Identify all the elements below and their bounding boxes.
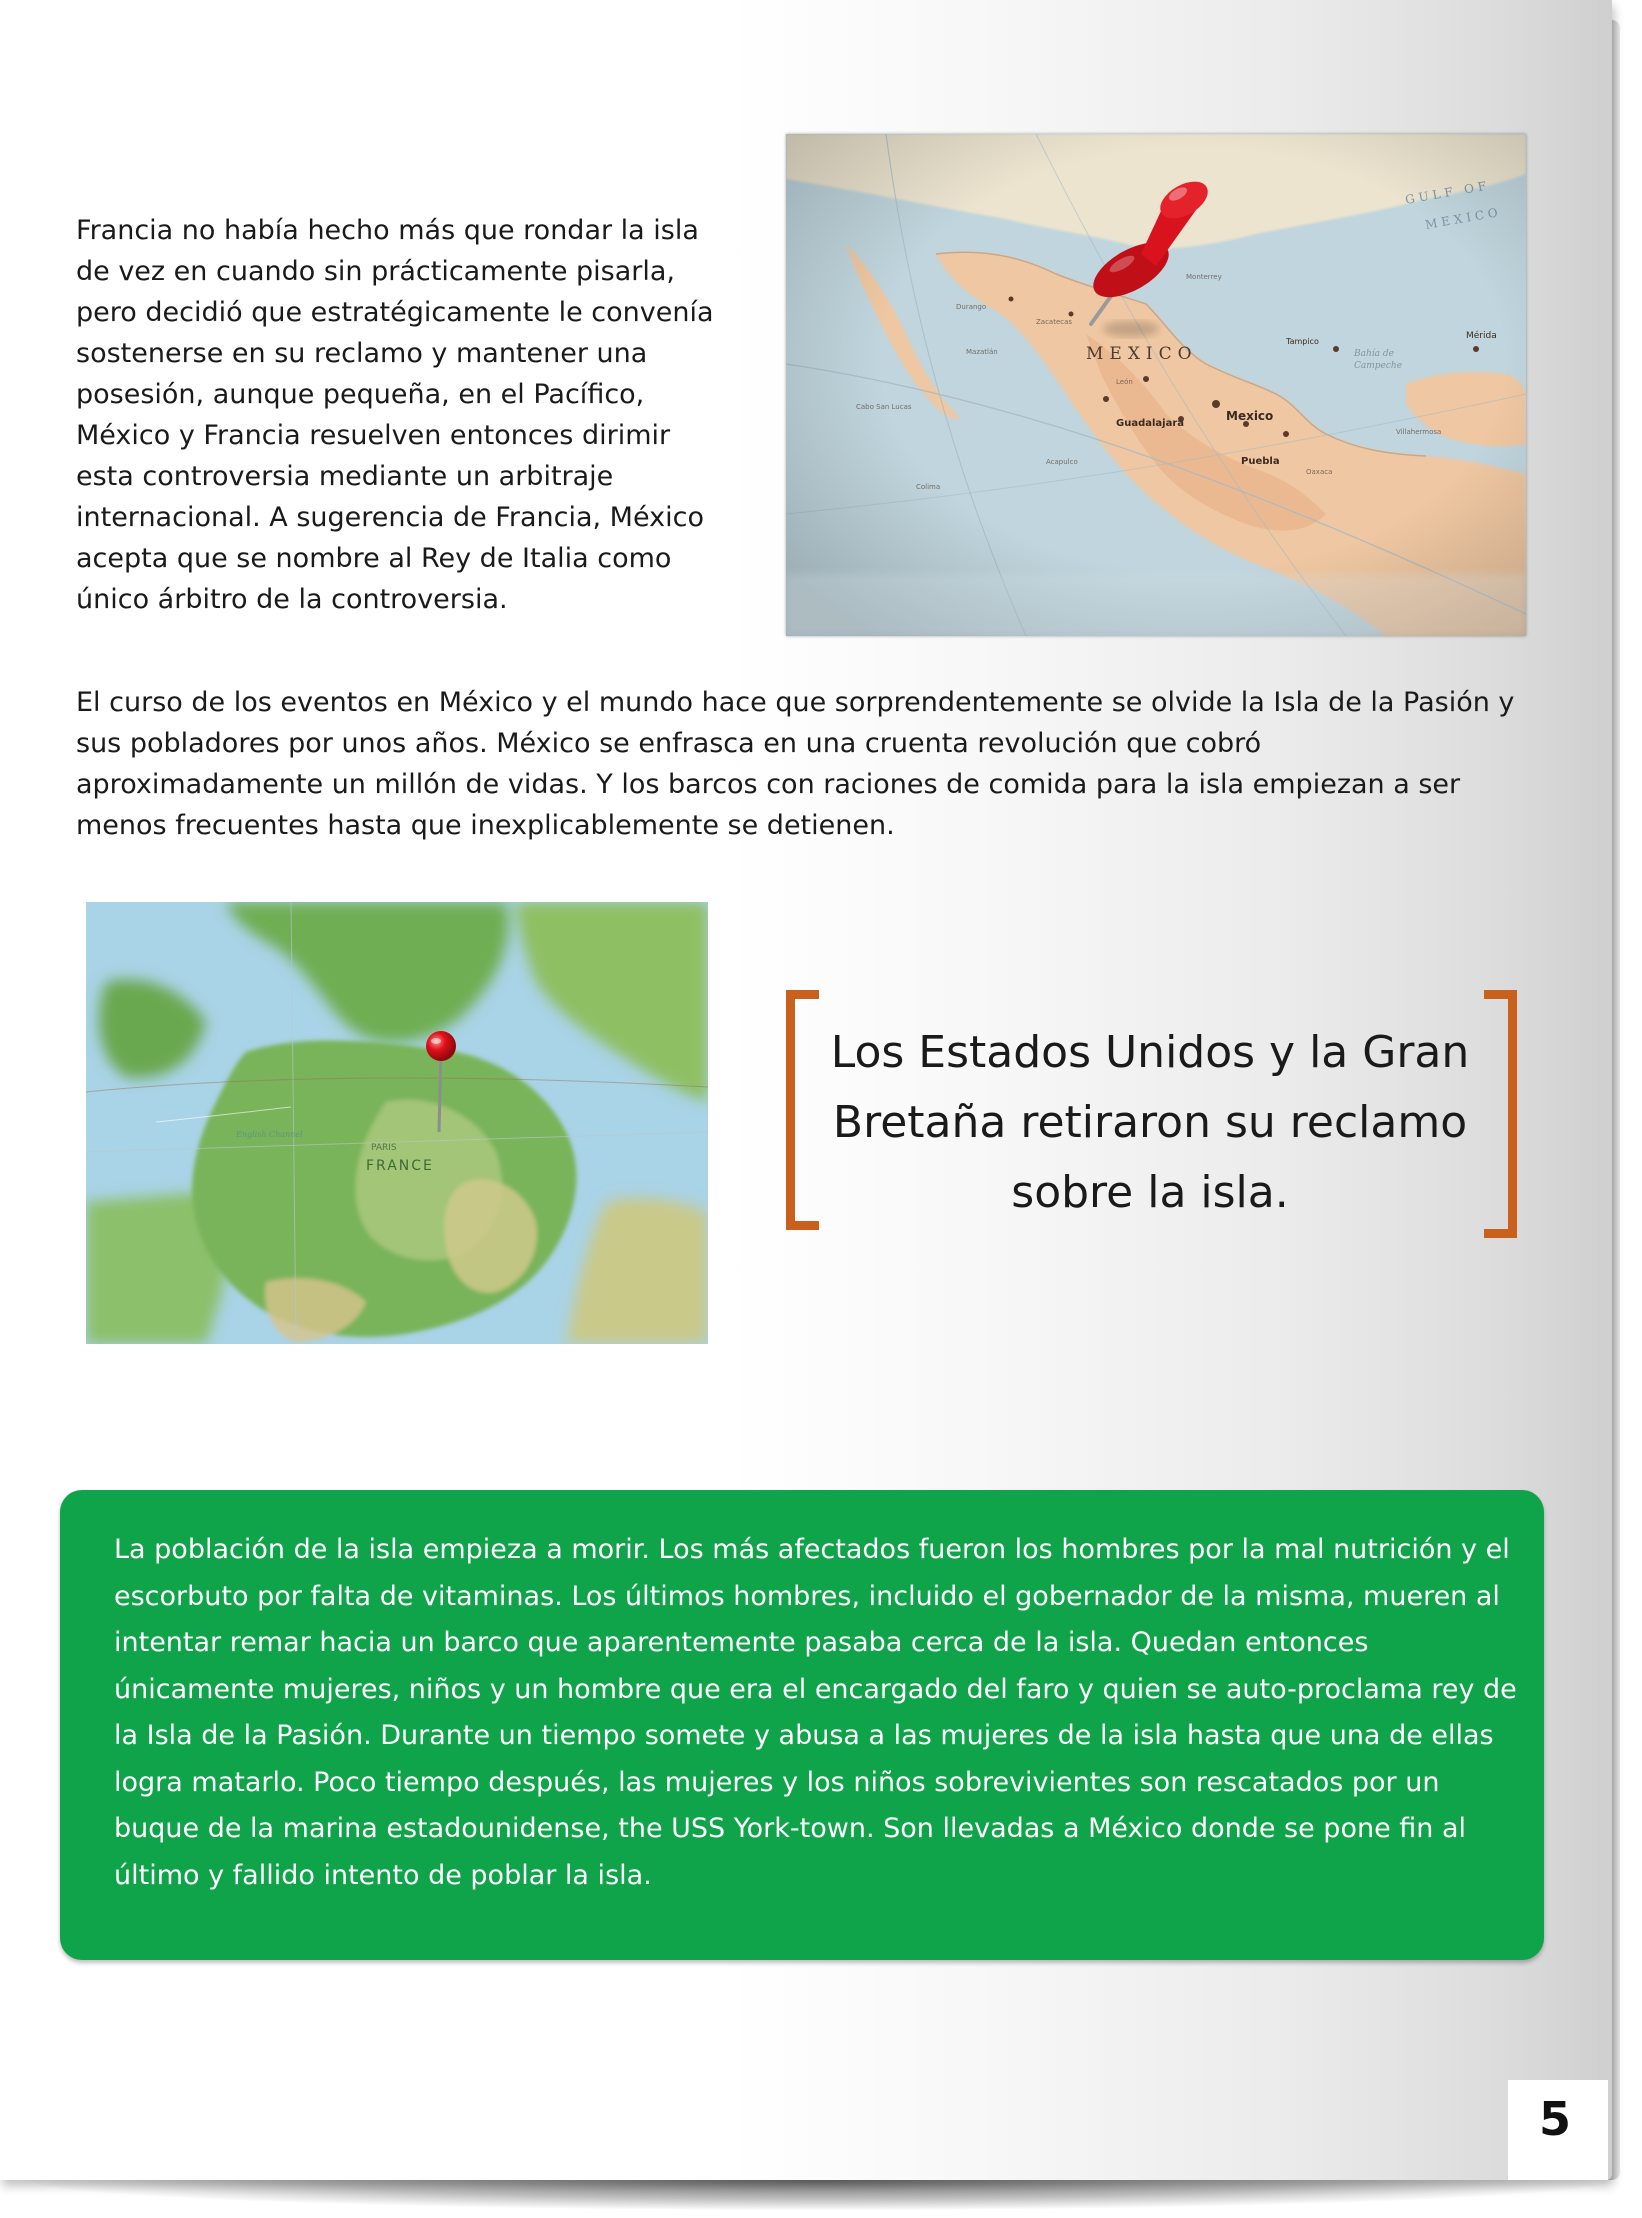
paragraph-francia: Francia no había hecho más que rondar la isla de vez en cuando sin prácticamente pisarla, pero decidió que estratégicamente le convenía sostenerse en su reclamo y mantener una posesión, aunque pequeña, en el Pacífico, México y Francia resuelven entonces dirimir esta controversia mediante un arbitraje internacional. A sugerencia de Francia, México acepta que se nombre al Rey de Italia como único árbitro de la controversia. xyxy=(76,215,714,615)
map-pin-needle xyxy=(439,1050,441,1132)
pull-quote-left-bracket xyxy=(786,990,819,1230)
map-label-france: FRANCE xyxy=(366,1158,434,1174)
svg-text:English Channel: English Channel xyxy=(236,1130,303,1139)
pull-quote: Los Estados Unidos y la Gran Bretaña retiraron su reclamo sobre la isla. xyxy=(830,1027,1470,1218)
paragraph-curso-eventos: El curso de los eventos en México y el mundo hace que sorprendentemente se olvide la Isla de la Pasión y sus pobladores por unos años. México se enfrasca en una cruenta revolución que cobró aproximadamente un millón de vidas. Y los barcos con raciones de comida para la isla empiezan a ser menos frecuentes hasta que inexplicablemente se detienen. xyxy=(76,687,1515,841)
page-number: 5 xyxy=(1538,2092,1571,2146)
red-map-pin-icon xyxy=(426,1031,456,1061)
europe-map-image xyxy=(86,902,708,1344)
pull-quote-right-bracket xyxy=(1484,990,1517,1238)
callout-text: La población de la isla empieza a morir. Los más afectados fueron los hombres por la mal nutrición y el escorbuto por falta de vitaminas. Los últimos hombres, incluido el gobernador de la misma, mueren al intentar remar hacia un barco que aparentemente pasaba cerca de la isla. Quedan entonces únicamente mujeres, niños y un hombre que era el encargado del faro y quien se auto-proclama rey de la Isla de la Pasión. Durante un tiempo somete y abusa a las mujeres de la isla hasta que una de ellas logra matarlo. Poco tiempo después, las mujeres y los niños sobrevivientes son rescatados por un buque de la marina estadounidense, the USS York-town. Son llevadas a México donde se pone fin al último y fallido intento de poblar la isla. xyxy=(114,1534,1517,1891)
svg-text:PARIS: PARIS xyxy=(371,1143,397,1153)
mexico-map-image xyxy=(786,134,1526,636)
